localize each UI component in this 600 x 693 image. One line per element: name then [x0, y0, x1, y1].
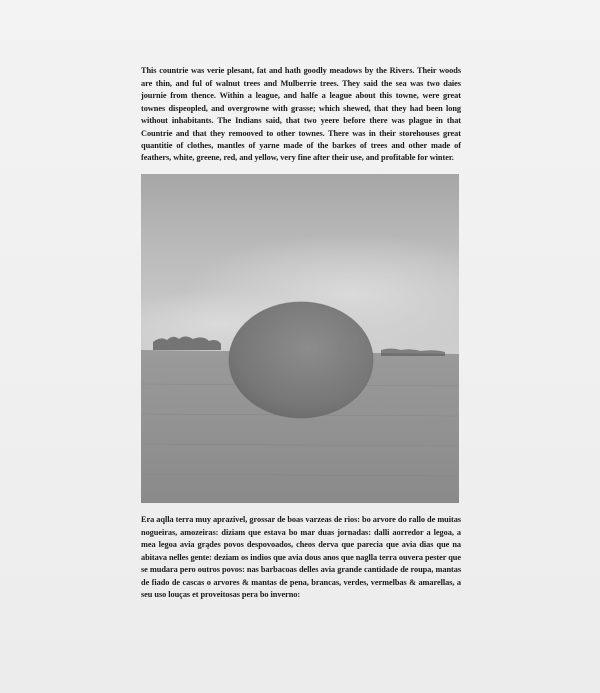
english-paragraph: This countrie was verie plesant, fat and hath goodly meadows by the Rivers. Their woods are thin, and ful of walnut trees and Mulberrie trees. They said the sea was two daies journie from thence. Within a league, and halfe a league about this towne, were great townes dispeopled, and overgrowne with grasse; which shewed, that they had been long without inhabitants. The Indians said, that two yeere before there was plague in that Countrie and that they remooved to other townes. There was in their storehouses great quantitie of clothes, mantles of yarne made of the barkes of trees and other made of feathers, white, greene, red, and yellow, very fine after their use, and profitable for winter. — [141, 66, 461, 163]
photograph-image — [141, 174, 459, 503]
hay-bale-photograph — [141, 174, 459, 503]
portuguese-paragraph: Era aqlla terra muy aprazivel, grossar de boas varzeas de rios: bo arvore do rallo de muitas nogueiras, amozeiras: diziam que estava bo mar duas jornadas: dalli aorredor a legoa, a mea legoa avia grądes povos despovoados, cheos derva que parecia que avia dias que na abitava nelles gente: deziam os indios que avia dous anos que naglla terra ouvera pester que se mudara pero outros povos: nas barbacoas delles avia grande cantidade de roupa, mantas de fiado de cascas o arvores & mantas de pena, brancas, verdes, vermelbas & amarellas, a seu uso louças et proveitosas pera bo inverno: — [141, 515, 461, 600]
hay-bale — [229, 302, 373, 418]
